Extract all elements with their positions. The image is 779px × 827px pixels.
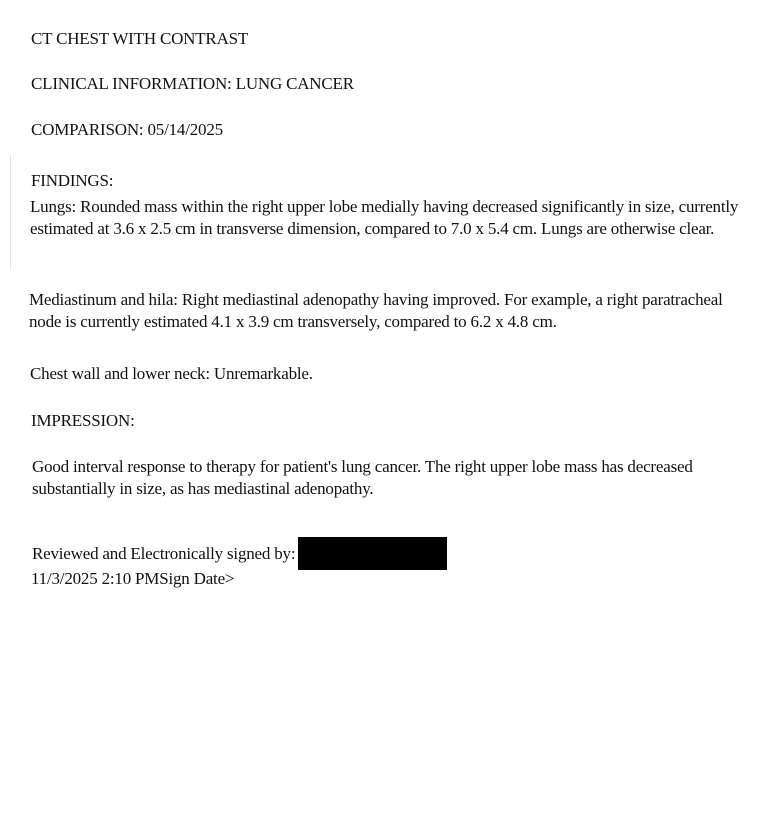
report-title: CT CHEST WITH CONTRAST bbox=[31, 29, 249, 48]
impression-text: Good interval response to therapy for patient's lung cancer. The right upper lobe mass has decreased substantially in size, as has mediastinal adenopathy. bbox=[32, 457, 693, 498]
signature-label: Reviewed and Electronically signed by: bbox=[32, 543, 296, 563]
findings-lungs: Lungs: Rounded mass within the right upper lobe medially having decreased significantly in size, currently estimated at 3.6 x 2.5 cm in transverse dimension, compared to 7.0 x 5.4 cm. Lungs are otherwise clear. bbox=[30, 197, 739, 238]
clinical-information: CLINICAL INFORMATION: LUNG CANCER bbox=[31, 74, 354, 93]
comparison-date: COMPARISON: 05/14/2025 bbox=[31, 120, 223, 139]
findings-mediastinum: Mediastinum and hila: Right mediastinal adenopathy having improved. For example, a right paratracheal node is currently estimated 4.1 x 3.9 cm transversely, compared to 6.2 x 4.8 cm. bbox=[29, 290, 723, 331]
sign-date: 11/3/2025 2:10 PMSign Date> bbox=[31, 569, 235, 588]
findings-heading: FINDINGS: bbox=[31, 171, 114, 190]
redacted-signer-name bbox=[298, 537, 447, 570]
findings-chest-wall: Chest wall and lower neck: Unremarkable. bbox=[30, 364, 313, 383]
scan-edge-artifact bbox=[10, 155, 11, 270]
impression-heading: IMPRESSION: bbox=[31, 411, 135, 430]
signature-row bbox=[32, 537, 447, 570]
